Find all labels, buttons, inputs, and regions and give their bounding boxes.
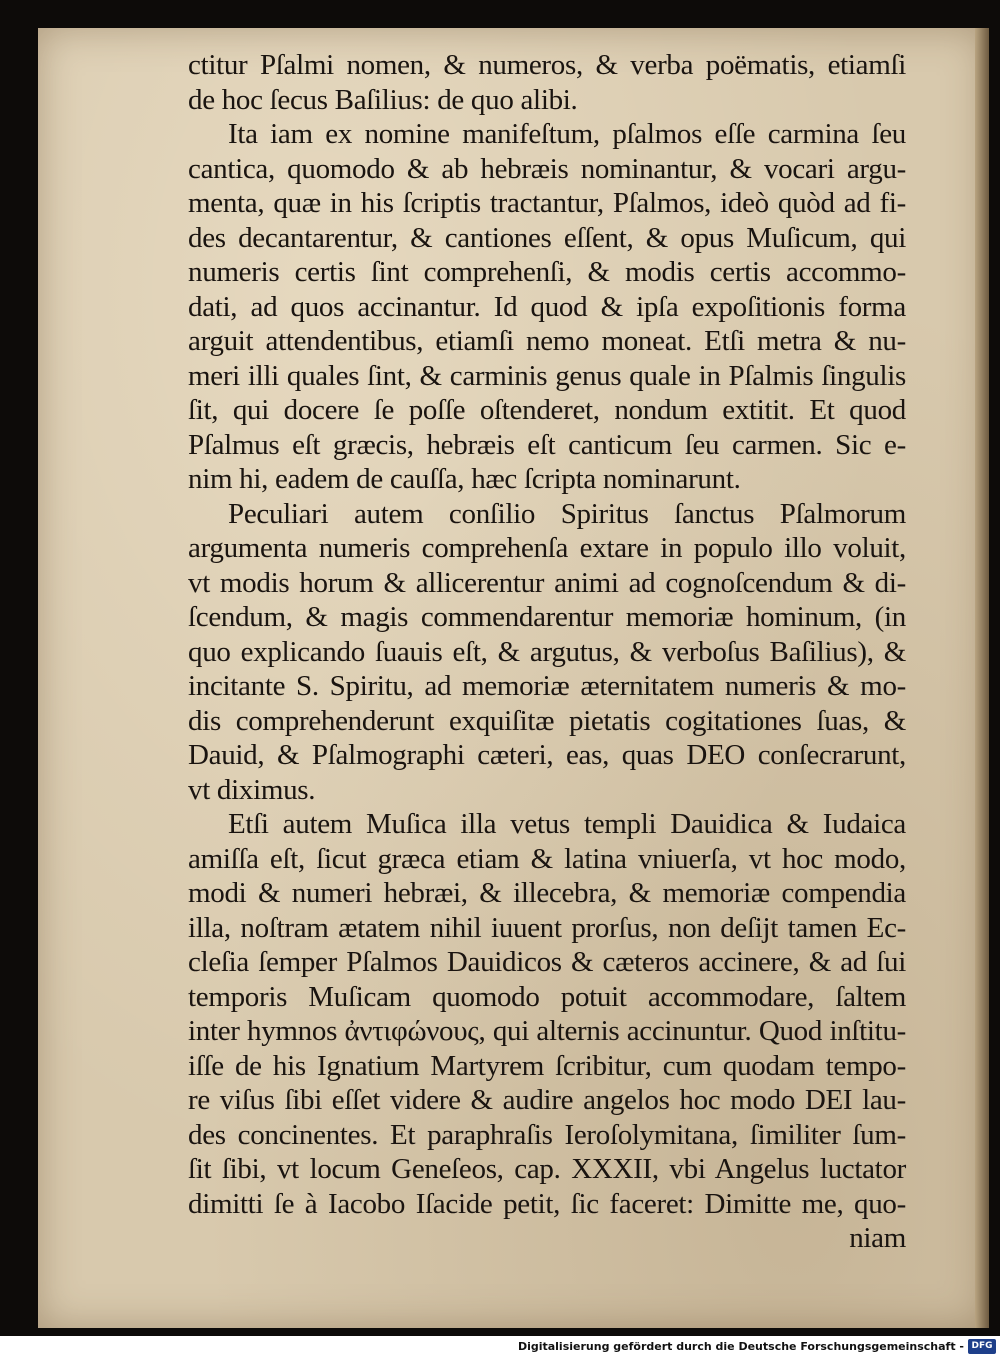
text-line: modi & numeri hebræi, & illecebra, & memoriæ compendia	[188, 877, 906, 909]
text-line: ſit ſibi, vt locum Geneſeos, cap. XXXII, vbi Angelus luctator	[188, 1153, 906, 1185]
text-line: dimitti ſe à Iacobo Iſacide petit, ſic faceret: Dimitte me, quo-	[188, 1187, 906, 1220]
text-line: numeris certis ſint comprehenſi, & modis certis accommo-	[188, 256, 906, 288]
text-line: dati, ad quos accinantur. Id quod & ipſa expoſitionis forma	[188, 290, 906, 323]
text-line: menta, quæ in his ſcriptis tractantur, Pſalmos, ideò quòd ad fi-	[188, 187, 906, 219]
text-line: inter hymnos ἀντιφώνους, qui alternis accinuntur. Quod inſtitu-	[188, 1015, 906, 1047]
text-line: quo explicando ſuauis eſt, & argutus, & verboſus Baſilius), &	[188, 635, 906, 668]
text-line: vt diximus.	[188, 773, 316, 806]
text-line: Etſi autem Muſica illa vetus templi Dauidica & Iudaica	[228, 808, 906, 840]
text-line: iſſe de his Ignatium Martyrem ſcribitur, cum quodam tempo-	[188, 1049, 906, 1082]
text-line: Ita iam ex nomine manifeſtum, pſalmos eſſe carmina ſeu	[228, 118, 906, 150]
footer-credit: Digitalisierung gefördert durch die Deutsche Forschungsgemeinschaft -	[517, 1340, 964, 1353]
text-line: niam	[849, 1222, 906, 1254]
text-line: Peculiari autem conſilio Spiritus ſanctus Pſalmorum	[228, 497, 906, 530]
text-line: des decantarentur, & cantiones eſſent, & opus Muſicum, qui	[188, 221, 906, 254]
text-line: argumenta numeris comprehenſa extare in populo illo voluit,	[188, 532, 906, 564]
text-line: incitante S. Spiritu, ad memoriæ æternitatem numeris & mo-	[188, 670, 906, 702]
text-line: temporis Muſicam quomodo potuit accommodare, ſaltem	[188, 980, 906, 1013]
text-line: re viſus ſibi eſſet videre & audire angelos hoc modo DEI lau-	[188, 1084, 906, 1116]
text-line: ſit, qui docere ſe poſſe oſtenderet, nondum extitit. Et quod	[188, 394, 906, 426]
text-line: Pſalmus eſt græcis, hebræis eſt canticum ſeu carmen. Sic e-	[188, 428, 906, 461]
page-text	[188, 48, 906, 1256]
dfg-logo: DFG	[968, 1339, 996, 1354]
text-line: vt modis horum & allicerentur animi ad cognoſcendum & di-	[188, 566, 906, 599]
text-line: des concinentes. Et paraphraſis Ieroſolymitana, ſimiliter ſum-	[188, 1118, 906, 1151]
text-line: arguit attendentibus, etiamſi nemo moneat. Etſi metra & nu-	[188, 325, 906, 357]
text-line: ſcendum, & magis commendarentur memoriæ hominum, (in	[188, 601, 906, 633]
footer-bar	[0, 1336, 1000, 1360]
text-line: cantica, quomodo & ab hebræis nominantur, & vocari argu-	[188, 152, 906, 185]
text-line: illa, noſtram ætatem nihil iuuent prorſus, non deſijt tamen Ec-	[188, 911, 906, 944]
text-line: dis comprehenderunt exquiſitæ pietatis cogitationes ſuas, &	[188, 704, 906, 737]
page-edge	[975, 28, 989, 1328]
text-line: meri illi quales ſint, & carminis genus quale in Pſalmis ſingulis	[188, 359, 906, 392]
text-line: de hoc ſecus Baſilius: de quo alibi.	[188, 83, 578, 116]
text-line: Dauid, & Pſalmographi cæteri, eas, quas DEO conſecrarunt,	[188, 739, 906, 771]
text-line: amiſſa eſt, ſicut græca etiam & latina vniuerſa, vt hoc modo,	[188, 842, 906, 875]
text-line: ctitur Pſalmi nomen, & numeros, & verba poëmatis, etiamſi	[188, 49, 906, 81]
text-line: nim hi, eadem de cauſſa, hæc ſcripta nominarunt.	[188, 463, 741, 495]
text-line: cleſia ſemper Pſalmos Dauidicos & cæteros accinere, & ad ſui	[188, 946, 906, 978]
